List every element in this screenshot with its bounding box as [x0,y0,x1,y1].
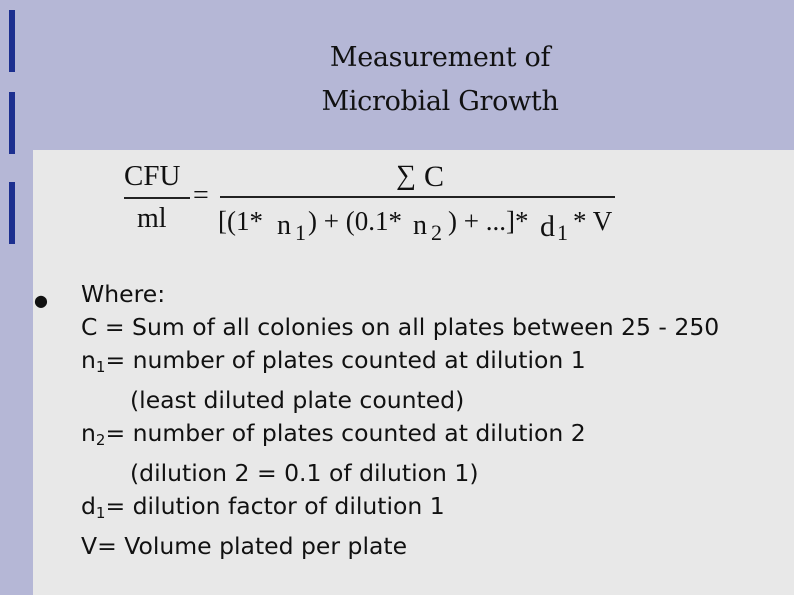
definition-n2-note: (dilution 2 = 0.1 of dilution 1) [130,459,479,487]
definition-n2 [81,417,719,457]
formula-denominator-part: ) + (0.1* [308,206,402,236]
definition-d1-text: = dilution factor of dilution 1 [105,492,445,520]
variable-n2: n [81,419,96,447]
formula-d1-subscript: 1 [557,220,568,245]
definition-d1 [81,490,719,530]
slide-title-line-2: Microbial Growth [321,86,559,117]
formula-lhs-fraction-bar [124,197,190,199]
formula-n1: n [277,210,291,241]
definition-v: V= Volume plated per plate [81,532,408,560]
cfu-formula [0,0,794,260]
formula-rhs-fraction-bar [220,196,615,198]
formula-numerator-c: C [424,160,445,193]
variable-n1: n [81,346,96,374]
variable-d1: d [81,492,96,520]
definition-n1 [81,344,719,384]
formula-lhs-numerator: CFU [124,160,181,192]
where-label: Where: [81,280,166,308]
subscript-1: 1 [95,504,106,522]
bullet-icon: ● [34,291,48,310]
definition-c: C = Sum of all colonies on all plates between 25 - 250 [81,313,720,341]
subscript-2: 2 [95,431,106,449]
formula-denominator-part: ) + ...]* [448,206,529,236]
definition-n1-text: = number of plates counted at dilution 1 [105,346,586,374]
formula-n2-subscript: 2 [431,220,442,245]
formula-equals-sign: = [193,180,209,211]
subscript-1: 1 [95,358,106,376]
formula-denominator-part: [(1* [218,206,263,236]
summation-symbol: ∑ [396,160,416,191]
formula-n1-subscript: 1 [295,220,306,245]
formula-lhs-denominator: ml [137,203,167,234]
definition-n2-text: = number of plates counted at dilution 2 [105,419,586,447]
formula-denominator-part: * V [573,206,613,236]
slide-title-line-1: Measurement of [329,42,551,73]
formula-d1: d [540,210,555,243]
definition-n1-note: (least diluted plate counted) [130,386,465,414]
definitions-text [81,278,719,563]
formula-n2: n [413,210,427,241]
